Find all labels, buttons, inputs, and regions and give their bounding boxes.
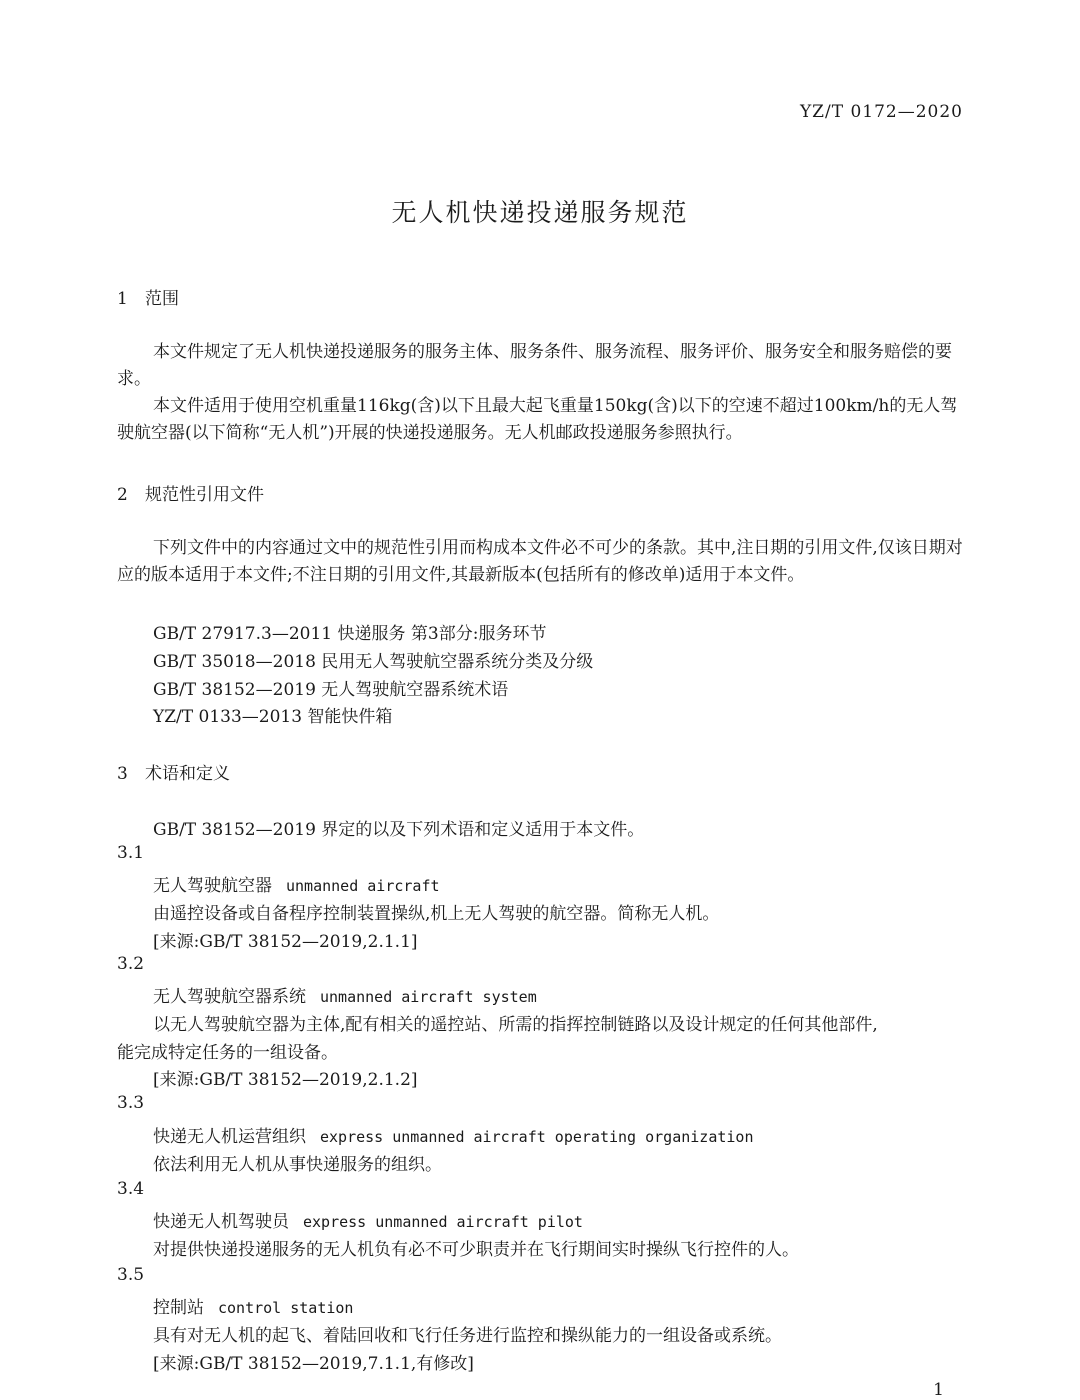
paragraph: 本文件适用于使用空机重量116kg(含)以下且最大起飞重量150kg(含)以下的空速不超过100km/h的无人驾驶航空器(以下简称“无人机”)开展的快递投递服务。无人机邮政投递服务参照执行。 [117,396,958,443]
term-title [153,1207,583,1232]
term-definition: 依法利用无人机从事快递服务的组织。 [153,1155,442,1175]
term-number: 3.1 [117,843,145,863]
term-zh: 无人驾驶航空器系统 [153,987,306,1007]
term-en: unmanned aircraft system [320,988,537,1006]
section-title: 范围 [145,289,179,309]
term-zh: 控制站 [153,1298,204,1318]
section-3-intro: GB/T 38152—2019 界定的以及下列术语和定义适用于本文件。 [153,820,645,840]
term-number: 3.5 [117,1265,145,1285]
term-number: 3.2 [117,954,145,974]
section-title: 术语和定义 [145,764,230,784]
term-en: unmanned aircraft [286,877,440,895]
page-number: 1 [933,1380,944,1400]
section-1-heading [117,284,179,309]
term-definition: 具有对无人机的起飞、着陆回收和飞行任务进行监控和操纵能力的一组设备或系统。 [153,1326,782,1346]
term-title [153,982,537,1007]
section-1-body [117,339,967,447]
section-number: 2 [117,485,128,505]
paragraph: 下列文件中的内容通过文中的规范性引用而构成本文件必不可少的条款。其中,注日期的引用文件,仅该日期对应的版本适用于本文件;不注日期的引用文件,其最新版本(包括所有的修改单)适用于本文件。 [117,538,963,585]
term-number: 3.4 [117,1179,145,1199]
reference-item: GB/T 38152—2019 无人驾驶航空器系统术语 [153,680,509,700]
term-zh: 快递无人机驾驶员 [153,1212,289,1232]
section-2-heading [117,480,264,505]
reference-item: GB/T 27917.3—2011 快递服务 第3部分:服务环节 [153,624,547,644]
section-2-body [117,535,967,589]
term-en: express unmanned aircraft pilot [303,1213,583,1231]
section-3-heading [117,759,230,784]
term-definition: 对提供快递投递服务的无人机负有必不可少职责并在飞行期间实时操纵飞行控件的人。 [153,1240,799,1260]
section-number: 1 [117,289,128,309]
section-title: 规范性引用文件 [145,485,264,505]
term-zh: 无人驾驶航空器 [153,876,272,896]
term-definition: 以无人驾驶航空器为主体,配有相关的遥控站、所需的指挥控制链路以及设计规定的任何其他部件, [153,1015,878,1035]
term-definition-cont: 能完成特定任务的一组设备。 [117,1043,338,1063]
term-zh: 快递无人机运营组织 [153,1127,306,1147]
term-definition: 由遥控设备或自备程序控制装置操纵,机上无人驾驶的航空器。简称无人机。 [153,904,720,924]
reference-item: YZ/T 0133—2013 智能快件箱 [153,707,393,727]
term-title [153,1122,753,1147]
reference-item: GB/T 35018—2018 民用无人驾驶航空器系统分类及分级 [153,652,594,672]
term-title [153,1293,353,1318]
term-title [153,871,440,896]
term-source: [来源:GB/T 38152—2019,7.1.1,有修改] [153,1354,474,1374]
paragraph: 本文件规定了无人机快递投递服务的服务主体、服务条件、服务流程、服务评价、服务安全和服务赔偿的要求。 [117,342,952,389]
term-number: 3.3 [117,1093,145,1113]
term-source: [来源:GB/T 38152—2019,2.1.1] [153,932,418,952]
standard-code: YZ/T 0172—2020 [799,102,963,122]
document-title: 无人机快递投递服务规范 [391,198,689,227]
term-source: [来源:GB/T 38152—2019,2.1.2] [153,1070,418,1090]
term-en: express unmanned aircraft operating organization [320,1128,754,1146]
section-number: 3 [117,764,128,784]
term-en: control station [218,1299,354,1317]
